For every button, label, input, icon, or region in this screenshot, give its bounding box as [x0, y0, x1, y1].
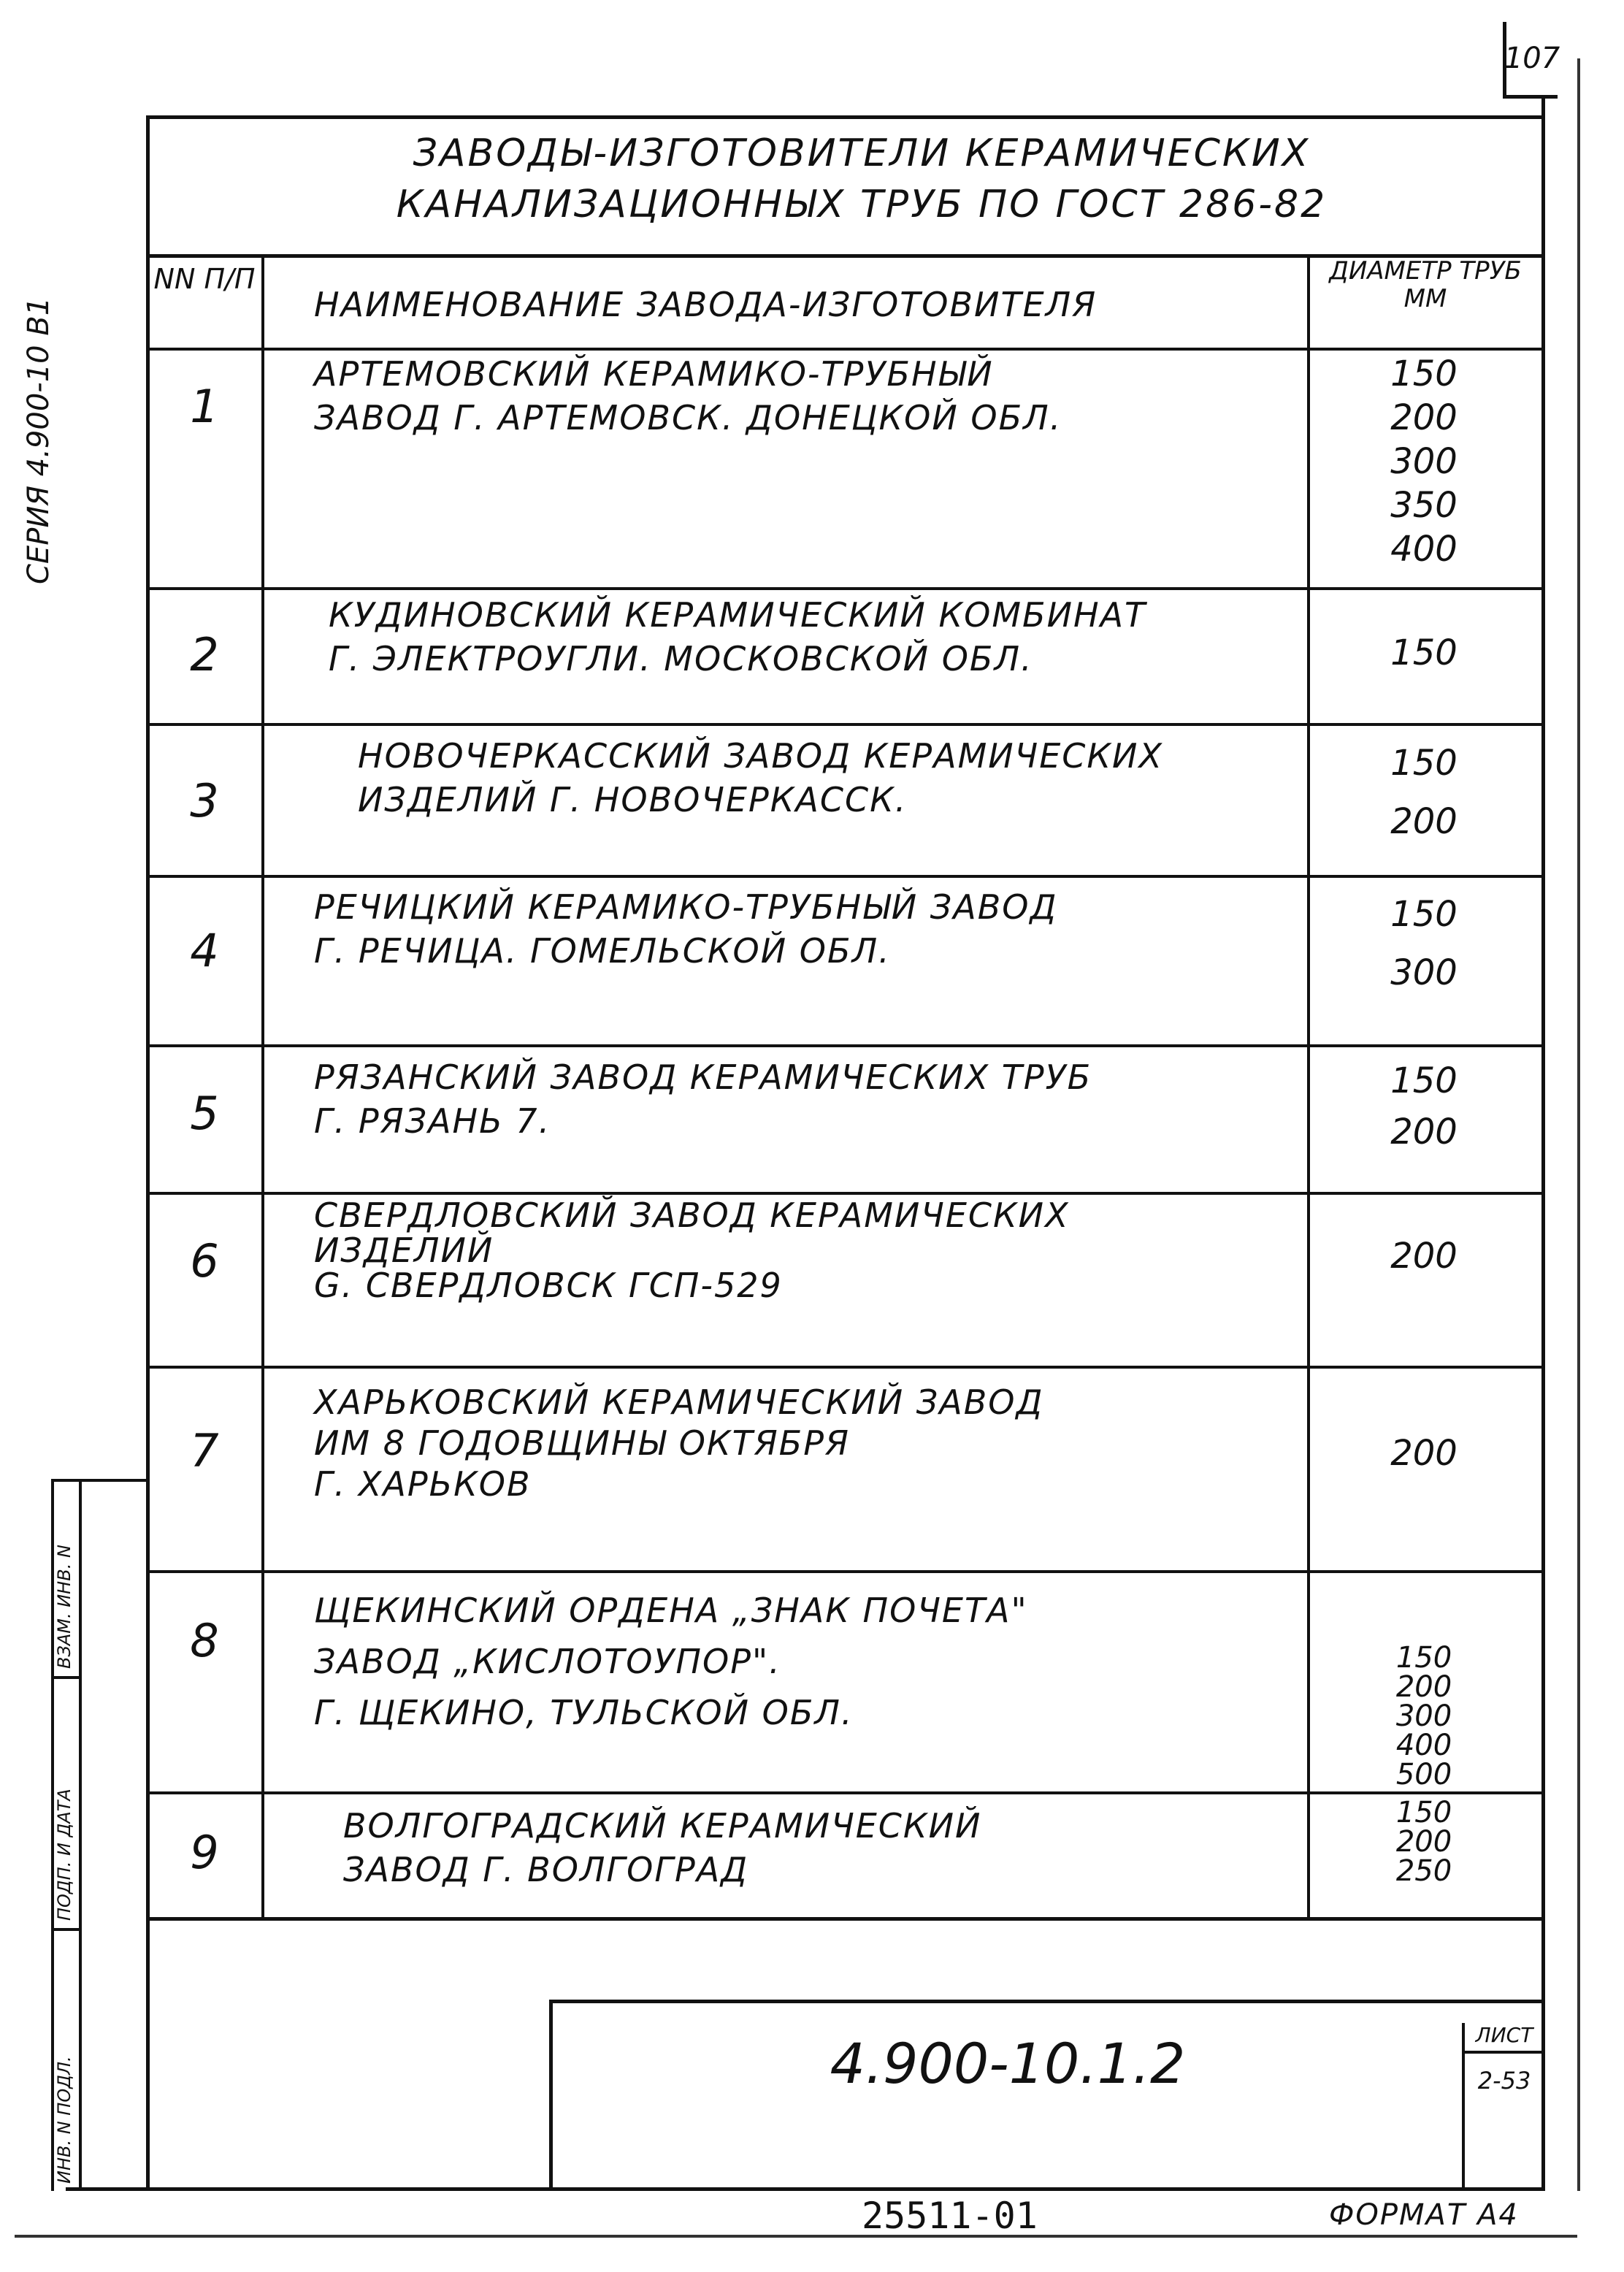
row-4-diam: 150 300 — [1390, 894, 1458, 993]
row-2-num: 2 — [190, 628, 219, 681]
sidetab-vzam-inv: ВЗАМ. ИНВ. N — [54, 1545, 74, 1669]
frame-top — [146, 115, 1545, 119]
document-code: 4.900-10.1.2 — [830, 2030, 1186, 2096]
row-7-diam: 200 — [1390, 1433, 1458, 1474]
row-8-diam: 150 200 300 400 500 — [1395, 1641, 1452, 1791]
row-line-7 — [146, 1570, 1545, 1573]
row-6-name: СВЕРДЛОВСКИЙ ЗАВОД КЕРАМИЧЕСКИХ ИЗДЕЛИЙ G. СВЕРДЛОВСК ГСП-529 — [314, 1196, 1070, 1305]
outer-right-edge — [1577, 58, 1580, 2191]
table-bottom-line — [146, 1917, 1545, 1921]
row-2-name: КУДИНОВСКИЙ КЕРАМИЧЕСКИЙ КОМБИНАТ Г. ЭЛЕКТРОУГЛИ. МОСКОВСКОЙ ОБЛ. — [329, 595, 1147, 678]
row-7-name: ХАРЬКОВСКИЙ КЕРАМИЧЕСКИЙ ЗАВОД ИМ 8 ГОДОВЩИНЫ ОКТЯБРЯ Г. ХАРЬКОВ — [314, 1382, 1044, 1504]
stamp-top-line — [549, 2000, 1545, 2003]
sheet-number: 107 — [1503, 22, 1558, 99]
row-6-num: 6 — [190, 1234, 219, 1288]
row-3-diam: 150 200 — [1390, 743, 1458, 842]
frame-bottom — [66, 2187, 1545, 2191]
header-diam: ДИАМЕТР ТРУБ ММ — [1329, 256, 1522, 313]
row-4-num: 4 — [190, 924, 219, 977]
row-3-name: НОВОЧЕРКАССКИЙ ЗАВОД КЕРАМИЧЕСКИХ ИЗДЕЛИЙ Г. НОВОЧЕРКАССК. — [358, 736, 1163, 819]
series-label: СЕРИЯ 4.900-10 В1 — [22, 297, 55, 584]
row-7-num: 7 — [190, 1424, 219, 1477]
title-line-1: ЗАВОДЫ-ИЗГОТОВИТЕЛИ КЕРАМИЧЕСКИХ — [413, 131, 1311, 175]
row-line-8 — [146, 1791, 1545, 1794]
row-line-6 — [146, 1366, 1545, 1369]
row-9-num: 9 — [190, 1826, 219, 1879]
row-5-name: РЯЗАНСКИЙ ЗАВОД КЕРАМИЧЕСКИХ ТРУБ Г. РЯЗАНЬ 7. — [314, 1057, 1092, 1141]
row-line-3 — [146, 875, 1545, 878]
sidetab-top — [51, 1479, 146, 1482]
sidetab-sep-1 — [51, 1676, 80, 1679]
row-line-1 — [146, 587, 1545, 590]
format-label: ФОРМАТ А4 — [1329, 2198, 1519, 2232]
handwritten-number: 25511-01 — [862, 2195, 1038, 2237]
title-line-2: КАНАЛИЗАЦИОННЫХ ТРУБ ПО ГОСТ 286-82 — [396, 183, 1328, 226]
row-8-name: ЩЕКИНСКИЙ ОРДЕНА „ЗНАК ПОЧЕТА" ЗАВОД „КИСЛОТОУПОР". Г. ЩЕКИНО, ТУЛЬСКОЙ ОБЛ. — [314, 1591, 1028, 1732]
row-line-2 — [146, 723, 1545, 726]
row-9-diam: 150 200 250 — [1395, 1796, 1452, 1888]
list-value: 2-53 — [1477, 2067, 1531, 2095]
stamp-list-mid-line — [1462, 2051, 1545, 2054]
row-5-num: 5 — [190, 1087, 219, 1140]
sidetab-sep-2 — [51, 1928, 80, 1931]
row-1-name: АРТЕМОВСКИЙ КЕРАМИКО-ТРУБНЫЙ ЗАВОД Г. АРТЕМОВСК. ДОНЕЦКОЙ ОБЛ. — [314, 354, 1062, 437]
row-1-num: 1 — [190, 380, 219, 433]
outer-bottom-edge — [15, 2235, 1577, 2238]
sidetab-inv-podl: ИНВ. N ПОДЛ. — [54, 2056, 74, 2184]
stamp-list-left-line — [1462, 2023, 1465, 2189]
row-4-name: РЕЧИЦКИЙ КЕРАМИКО-ТРУБНЫЙ ЗАВОД Г. РЕЧИЦА. ГОМЕЛЬСКОЙ ОБЛ. — [314, 887, 1058, 971]
row-5-diam: 150 200 — [1390, 1060, 1458, 1152]
row-line-4 — [146, 1044, 1545, 1047]
header-bottom-line — [146, 348, 1545, 351]
sidetab-inner — [79, 1479, 82, 2191]
row-2-diam: 150 — [1390, 632, 1458, 673]
row-6-diam: 200 — [1390, 1236, 1458, 1277]
row-8-num: 8 — [190, 1614, 219, 1667]
row-9-name: ВОЛГОГРАДСКИЙ КЕРАМИЧЕСКИЙ ЗАВОД Г. ВОЛГОГРАД — [343, 1806, 982, 1889]
frame-right — [1541, 95, 1545, 2191]
row-3-num: 3 — [190, 774, 219, 827]
header-name: НАИМЕНОВАНИЕ ЗАВОДА-ИЗГОТОВИТЕЛЯ — [314, 285, 1098, 324]
row-line-5 — [146, 1192, 1545, 1195]
sidetab-podp-data: ПОДП. И ДАТА — [54, 1789, 74, 1921]
stamp-left-line — [549, 2000, 553, 2189]
list-label: ЛИСТ — [1475, 2023, 1533, 2047]
row-1-diam: 150 200 300 350 400 — [1390, 353, 1458, 570]
header-num: NN П/П — [153, 263, 256, 295]
